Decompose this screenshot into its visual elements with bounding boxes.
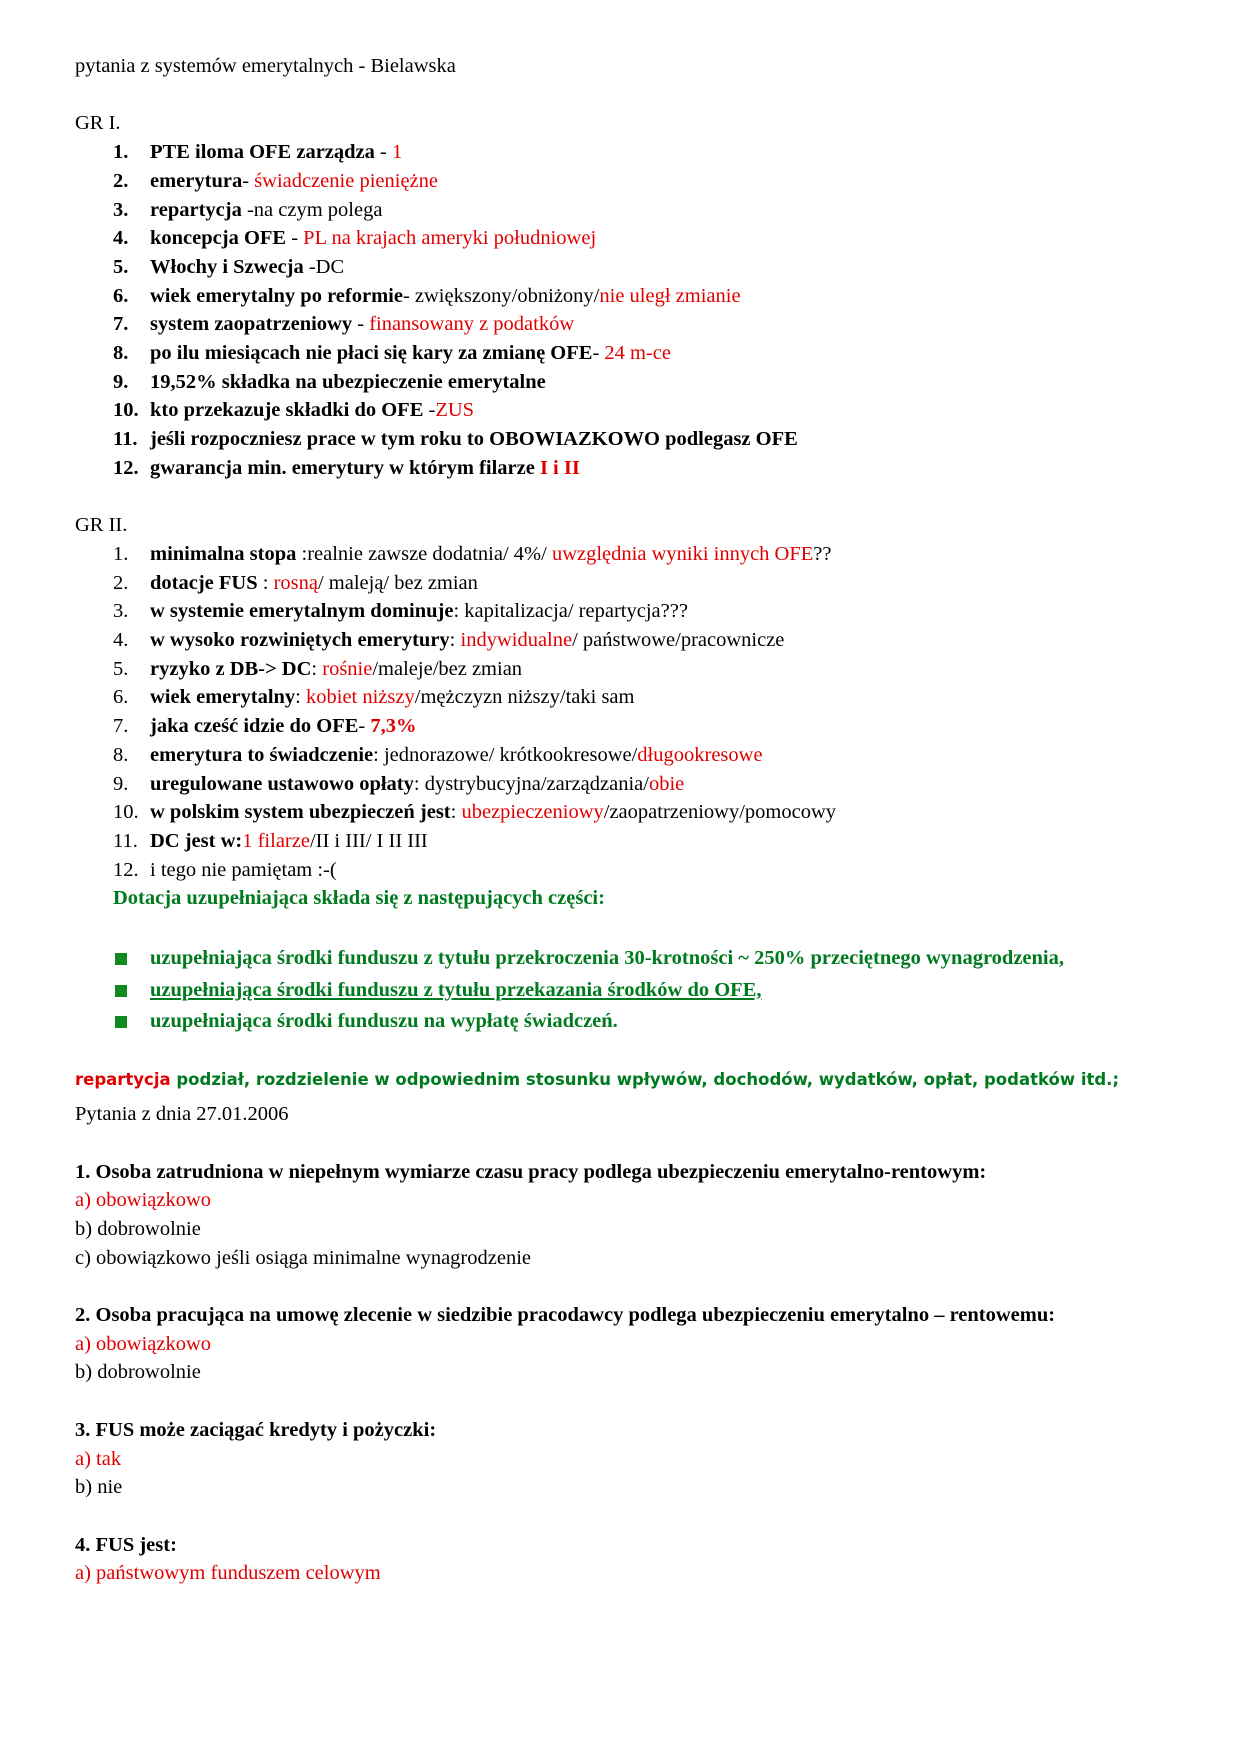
list-item: 1. minimalna stopa :realnie zawsze dodatnia/ 4%/ uwzględnia wyniki innych OFE?? <box>113 542 832 565</box>
exam-question <box>75 1416 1185 1502</box>
list-item: uzupełniająca środki funduszu z tytułu przekazania środków do OFE, <box>75 976 1185 1005</box>
list-item: 4. w wysoko rozwiniętych emerytury: indywidualne/ państwowe/pracownicze <box>113 629 785 652</box>
answer-option: b) dobrowolnie <box>75 1361 201 1384</box>
list-item: 12. gwarancja min. emerytury w którym filarze I i II <box>113 456 580 479</box>
gr1-heading: GR I. <box>75 112 121 135</box>
list-item: 7. system zaopatrzeniowy - finansowany z podatków <box>113 313 575 336</box>
square-bullet-icon <box>115 985 127 997</box>
answer-option: c) obowiązkowo jeśli osiąga minimalne wynagrodzenie <box>75 1246 531 1269</box>
document-page <box>75 52 1185 1588</box>
list-item: 6. wiek emerytalny: kobiet niższy/mężczyzn niższy/taki sam <box>113 686 635 709</box>
list-item: 3. repartycja -na czym polega <box>113 198 383 221</box>
list-item: 3. w systemie emerytalnym dominuje: kapitalizacja/ repartycja??? <box>113 600 688 623</box>
repartycja-definition: repartycja podział, rozdzielenie w odpowiednim stosunku wpływów, dochodów, wydatków, opłat, podatków itd.; <box>75 1070 1120 1090</box>
list-item: 4. koncepcja OFE - PL na krajach ameryki południowej <box>113 227 597 250</box>
list-item: 5. ryzyko z DB-> DC: rośnie/maleje/bez zmian <box>113 657 523 680</box>
answer-option: a) państwowym funduszem celowym <box>75 1562 381 1585</box>
list-item: 5. Włochy i Szwecja -DC <box>113 255 345 278</box>
dotacja-list <box>75 944 1185 1036</box>
list-item: uzupełniająca środki funduszu na wypłatę świadczeń. <box>75 1007 1185 1036</box>
square-bullet-icon <box>115 953 127 965</box>
list-item: 11. jeśli rozpoczniesz prace w tym roku to OBOWIAZKOWO podlegasz OFE <box>113 428 798 451</box>
gr2-list <box>75 540 1185 884</box>
list-item: 6. wiek emerytalny po reformie- zwiększony/obniżony/nie uległ zmianie <box>113 284 741 307</box>
list-item: 8. po ilu miesiącach nie płaci się kary za zmianę OFE- 24 m-ce <box>113 342 671 365</box>
answer-option: a) tak <box>75 1447 122 1470</box>
square-bullet-icon <box>115 1016 127 1028</box>
list-item: 1. PTE iloma OFE zarządza - 1 <box>113 141 403 164</box>
gr2-heading: GR II. <box>75 514 128 537</box>
dotacja-heading: Dotacja uzupełniająca składa się z następujących części: <box>113 887 605 910</box>
list-item: 12. i tego nie pamiętam :-( <box>113 858 337 881</box>
list-item: uzupełniająca środki funduszu z tytułu przekroczenia 30-krotności ~ 250% przeciętnego wynagrodzenia, <box>75 944 1185 973</box>
list-item: 2. dotacje FUS : rosną/ maleją/ bez zmian <box>113 571 478 594</box>
list-item: 9. 19,52% składka na ubezpieczenie emerytalne <box>113 370 546 393</box>
question-text: 1. Osoba zatrudniona w niepełnym wymiarze czasu pracy podlega ubezpieczeniu emerytalno-rentowym: <box>75 1160 987 1183</box>
exam-question <box>75 1531 1185 1588</box>
list-item: 9. uregulowane ustawowo opłaty: dystrybucyjna/zarządzania/obie <box>113 772 685 795</box>
exam-heading: Pytania z dnia 27.01.2006 <box>75 1103 289 1126</box>
list-item: 10. w polskim system ubezpieczeń jest: ubezpieczeniowy/zaopatrzeniowy/pomocowy <box>113 801 837 824</box>
list-item: 7. jaka cześć idzie do OFE- 7,3% <box>113 715 417 738</box>
question-text: 2. Osoba pracująca na umowę zlecenie w siedzibie pracodawcy podlega ubezpieczeniu emerytalno – rentowemu: <box>75 1304 1056 1327</box>
question-text: 4. FUS jest: <box>75 1533 177 1556</box>
exam-question <box>75 1158 1185 1273</box>
gr1-list <box>75 138 1185 482</box>
list-item: 8. emerytura to świadczenie: jednorazowe/ krótkookresowe/długookresowe <box>113 743 763 766</box>
document-title: pytania z systemów emerytalnych - Bielawska <box>75 55 456 77</box>
exam-question <box>75 1301 1185 1387</box>
list-item: 11. DC jest w:1 filarze/II i III/ I II III <box>113 829 428 852</box>
list-item: 10. kto przekazuje składki do OFE -ZUS <box>113 399 475 422</box>
answer-option: b) nie <box>75 1476 123 1499</box>
question-text: 3. FUS może zaciągać kredyty i pożyczki: <box>75 1418 437 1441</box>
answer-option: b) dobrowolnie <box>75 1217 201 1240</box>
answer-option: a) obowiązkowo <box>75 1189 212 1212</box>
answer-option: a) obowiązkowo <box>75 1332 212 1355</box>
list-item: 2. emerytura- świadczenie pieniężne <box>113 169 438 192</box>
